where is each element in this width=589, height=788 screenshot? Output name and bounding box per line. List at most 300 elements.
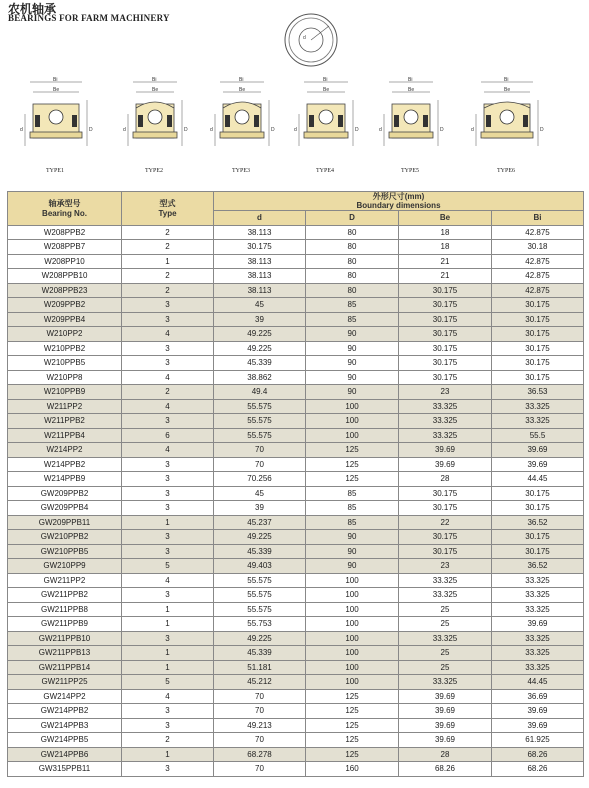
cell-Bi: 33.325 (492, 631, 584, 646)
cell-type: 3 (122, 588, 214, 603)
cell-Be: 30.175 (399, 530, 492, 545)
cell-bearing-no: GW214PPB6 (8, 747, 122, 762)
cell-D: 80 (306, 254, 399, 269)
cell-d: 45.212 (214, 675, 306, 690)
cell-d: 55.575 (214, 588, 306, 603)
cell-bearing-no: GW211PPB14 (8, 660, 122, 675)
d-label: d (123, 127, 126, 133)
cell-bearing-no: GW211PP25 (8, 675, 122, 690)
cell-D: 90 (306, 530, 399, 545)
col-header-dims-cn: 外形尺寸(mm) (372, 192, 425, 201)
be-label: Be (504, 87, 511, 93)
col-header-type-en: Type (158, 208, 177, 218)
cell-bearing-no: W214PPB2 (8, 457, 122, 472)
cell-D: 90 (306, 385, 399, 400)
cell-Be: 33.325 (399, 414, 492, 429)
cell-d: 51.181 (214, 660, 306, 675)
cell-D: 90 (306, 559, 399, 574)
table-row (8, 704, 584, 719)
cell-d: 45.237 (214, 515, 306, 530)
cell-bearing-no: W209PPB2 (8, 298, 122, 313)
be-label: Be (239, 87, 246, 93)
type-diagram-3 (201, 74, 281, 174)
cell-type: 3 (122, 704, 214, 719)
table-row (8, 428, 584, 443)
cell-bearing-no: W208PPB7 (8, 240, 122, 255)
table-row (8, 689, 584, 704)
right-seal (523, 115, 528, 127)
left-seal (394, 115, 399, 127)
cell-bearing-no: GW211PPB2 (8, 588, 122, 603)
cell-Bi: 33.325 (492, 660, 584, 675)
cell-D: 85 (306, 486, 399, 501)
table-row (8, 762, 584, 777)
cell-Bi: 33.325 (492, 414, 584, 429)
cell-bearing-no: W210PPB9 (8, 385, 122, 400)
type-diagram-4 (285, 74, 365, 174)
inner-ring-band (220, 132, 264, 138)
type-label-4: TYPE4 (316, 168, 334, 174)
cell-D: 100 (306, 660, 399, 675)
table-row (8, 747, 584, 762)
type-label-5: TYPE5 (401, 168, 419, 174)
cell-Be: 39.69 (399, 443, 492, 458)
inner-ring-band (389, 132, 433, 138)
right-seal (338, 115, 343, 127)
table-row (8, 327, 584, 342)
cell-d: 55.753 (214, 617, 306, 632)
cell-Be: 33.325 (399, 573, 492, 588)
cell-type: 1 (122, 646, 214, 661)
cell-d: 45.339 (214, 544, 306, 559)
cell-Be: 33.325 (399, 675, 492, 690)
cell-type: 3 (122, 486, 214, 501)
be-label: Be (152, 87, 159, 93)
cell-d: 70 (214, 704, 306, 719)
table-row (8, 298, 584, 313)
table-row (8, 341, 584, 356)
d-label: d (20, 127, 23, 133)
cell-d: 49.225 (214, 530, 306, 545)
cell-d: 49.213 (214, 718, 306, 733)
cell-D: 85 (306, 298, 399, 313)
cell-D: 85 (306, 501, 399, 516)
table-row (8, 225, 584, 240)
table-row (8, 414, 584, 429)
cell-D: 90 (306, 544, 399, 559)
cell-Bi: 30.175 (492, 327, 584, 342)
cell-type: 3 (122, 718, 214, 733)
cell-D: 125 (306, 443, 399, 458)
bi-label: Bi (323, 77, 328, 83)
cell-d: 38.862 (214, 370, 306, 385)
cell-D: 100 (306, 617, 399, 632)
cell-bearing-no: GW211PP2 (8, 573, 122, 588)
left-seal (138, 115, 143, 127)
cell-type: 3 (122, 457, 214, 472)
curved-outer-surface (484, 102, 530, 108)
cell-type: 4 (122, 443, 214, 458)
table-row (8, 472, 584, 487)
cell-Bi: 44.45 (492, 675, 584, 690)
cell-d: 55.575 (214, 428, 306, 443)
cell-Be: 33.325 (399, 428, 492, 443)
table-row (8, 457, 584, 472)
cell-Be: 28 (399, 747, 492, 762)
type5-cross-section (370, 74, 450, 164)
right-seal (423, 115, 428, 127)
D-label: D (355, 127, 359, 133)
cell-Bi: 36.53 (492, 385, 584, 400)
cell-D: 80 (306, 283, 399, 298)
cell-Be: 22 (399, 515, 492, 530)
cell-d: 49.225 (214, 327, 306, 342)
cell-type: 2 (122, 283, 214, 298)
bi-label: Bi (239, 77, 244, 83)
cell-type: 3 (122, 762, 214, 777)
cell-bearing-no: W210PPB5 (8, 356, 122, 371)
cell-Bi: 30.175 (492, 370, 584, 385)
type4-cross-section (285, 74, 365, 164)
cell-Bi: 33.325 (492, 573, 584, 588)
cell-Be: 30.175 (399, 356, 492, 371)
col-header-boundary-dimensions (214, 192, 584, 211)
table-row (8, 385, 584, 400)
cell-D: 85 (306, 312, 399, 327)
cell-Bi: 30.18 (492, 240, 584, 255)
curved-outer-surface (223, 102, 261, 108)
cell-D: 85 (306, 515, 399, 530)
cell-bearing-no: W210PPB2 (8, 341, 122, 356)
cell-Be: 25 (399, 660, 492, 675)
table-row (8, 283, 584, 298)
table-row (8, 544, 584, 559)
bi-label: Bi (504, 77, 509, 83)
D-label: D (89, 127, 93, 133)
cell-bearing-no: GW315PPB11 (8, 762, 122, 777)
cell-Bi: 30.175 (492, 341, 584, 356)
cell-type: 4 (122, 399, 214, 414)
table-row (8, 660, 584, 675)
cell-Bi: 30.175 (492, 312, 584, 327)
cell-d: 49.4 (214, 385, 306, 400)
cell-D: 125 (306, 457, 399, 472)
cell-Bi: 42.875 (492, 283, 584, 298)
type6-cross-section (466, 74, 546, 164)
cell-Bi: 36.52 (492, 559, 584, 574)
cell-Bi: 39.69 (492, 457, 584, 472)
cell-Bi: 61.925 (492, 733, 584, 748)
cell-Be: 21 (399, 269, 492, 284)
cell-d: 30.175 (214, 240, 306, 255)
type2-cross-section (114, 74, 194, 164)
bi-label: Bi (408, 77, 413, 83)
cell-d: 49.403 (214, 559, 306, 574)
cell-D: 160 (306, 762, 399, 777)
cell-Bi: 36.52 (492, 515, 584, 530)
table-row (8, 356, 584, 371)
cell-D: 100 (306, 675, 399, 690)
table-row (8, 486, 584, 501)
cell-Be: 23 (399, 559, 492, 574)
cell-bearing-no: GW214PP2 (8, 689, 122, 704)
table-row (8, 399, 584, 414)
left-seal (35, 115, 40, 127)
ball (148, 110, 162, 124)
right-seal (254, 115, 259, 127)
cell-bearing-no: W211PP2 (8, 399, 122, 414)
table-row (8, 515, 584, 530)
cell-Be: 30.175 (399, 283, 492, 298)
d-label: d (294, 127, 297, 133)
cell-Bi: 68.26 (492, 747, 584, 762)
D-label: D (271, 127, 275, 133)
col-header-dims-en: Boundary dimensions (356, 201, 441, 210)
col-header-type (122, 192, 214, 226)
cell-Be: 25 (399, 602, 492, 617)
cell-Be: 21 (399, 254, 492, 269)
cell-Bi: 39.69 (492, 704, 584, 719)
table-row (8, 559, 584, 574)
cell-Bi: 39.69 (492, 718, 584, 733)
table-row (8, 733, 584, 748)
cell-D: 100 (306, 414, 399, 429)
right-seal (72, 115, 77, 127)
ball (500, 110, 514, 124)
table-row (8, 501, 584, 516)
table-row (8, 617, 584, 632)
cell-type: 1 (122, 515, 214, 530)
cell-Bi: 55.5 (492, 428, 584, 443)
cell-D: 125 (306, 704, 399, 719)
cell-bearing-no: GW211PPB13 (8, 646, 122, 661)
cell-D: 80 (306, 225, 399, 240)
cell-type: 1 (122, 747, 214, 762)
cell-type: 3 (122, 341, 214, 356)
ball (49, 110, 63, 124)
table-body (8, 225, 584, 776)
inner-ring-band (133, 132, 177, 138)
be-label: Be (323, 87, 330, 93)
type-label-1: TYPE1 (46, 168, 64, 174)
D-label: D (540, 127, 544, 133)
cell-D: 125 (306, 472, 399, 487)
cell-Be: 30.175 (399, 486, 492, 501)
cell-type: 3 (122, 356, 214, 371)
inner-ring-band (304, 132, 348, 138)
cell-Bi: 30.175 (492, 501, 584, 516)
cell-Bi: 30.175 (492, 530, 584, 545)
cell-bearing-no: GW209PPB11 (8, 515, 122, 530)
cell-D: 80 (306, 240, 399, 255)
cell-D: 80 (306, 269, 399, 284)
cell-bearing-no: W208PPB23 (8, 283, 122, 298)
cell-type: 4 (122, 573, 214, 588)
table-row (8, 312, 584, 327)
table-row (8, 254, 584, 269)
cell-D: 125 (306, 689, 399, 704)
cell-bearing-no: GW209PPB2 (8, 486, 122, 501)
cell-Bi: 39.69 (492, 443, 584, 458)
cell-d: 38.113 (214, 269, 306, 284)
cell-bearing-no: W214PP2 (8, 443, 122, 458)
cell-d: 45.339 (214, 646, 306, 661)
cell-Be: 30.175 (399, 370, 492, 385)
bearing-spec-table (7, 191, 584, 777)
cell-D: 90 (306, 370, 399, 385)
col-header-bearing-no-cn: 轴承型号 (48, 198, 81, 208)
type-diagram-6 (466, 74, 546, 174)
cell-Bi: 39.69 (492, 617, 584, 632)
page-title-cn: 农机轴承 (8, 2, 57, 16)
cell-Be: 39.69 (399, 733, 492, 748)
cell-Bi: 42.875 (492, 225, 584, 240)
cell-type: 1 (122, 660, 214, 675)
cell-type: 1 (122, 602, 214, 617)
type-diagram-2 (114, 74, 194, 174)
page-title-en: BEARINGS FOR FARM MACHINERY (8, 13, 170, 23)
cell-type: 5 (122, 675, 214, 690)
cell-bearing-no: GW209PPB4 (8, 501, 122, 516)
cell-Be: 33.325 (399, 631, 492, 646)
table-row (8, 443, 584, 458)
cell-bearing-no: GW211PPB10 (8, 631, 122, 646)
d-label: d (379, 127, 382, 133)
cell-Be: 39.69 (399, 689, 492, 704)
cell-Bi: 42.875 (492, 269, 584, 284)
table-row (8, 588, 584, 603)
cell-type: 4 (122, 370, 214, 385)
cell-d: 38.113 (214, 254, 306, 269)
cell-Be: 39.69 (399, 457, 492, 472)
cell-d: 55.575 (214, 573, 306, 588)
cell-bearing-no: GW211PPB8 (8, 602, 122, 617)
left-seal (486, 115, 491, 127)
cell-bearing-no: W208PP10 (8, 254, 122, 269)
cell-Be: 30.175 (399, 327, 492, 342)
table-row (8, 530, 584, 545)
cell-Be: 18 (399, 240, 492, 255)
be-label: Be (53, 87, 60, 93)
cell-Be: 39.69 (399, 718, 492, 733)
ball (235, 110, 249, 124)
cell-d: 55.575 (214, 414, 306, 429)
cell-type: 3 (122, 472, 214, 487)
cell-D: 100 (306, 573, 399, 588)
cell-type: 3 (122, 312, 214, 327)
cell-type: 2 (122, 733, 214, 748)
bearing-type-diagrams (0, 74, 589, 174)
cell-Bi: 33.325 (492, 646, 584, 661)
cell-Bi: 33.325 (492, 399, 584, 414)
d-label: d (210, 127, 213, 133)
cell-type: 2 (122, 385, 214, 400)
type1-cross-section (15, 74, 95, 164)
cell-Be: 30.175 (399, 298, 492, 313)
inner-ring-band (481, 132, 533, 138)
cell-bearing-no: W214PPB9 (8, 472, 122, 487)
cell-type: 3 (122, 414, 214, 429)
cell-D: 90 (306, 341, 399, 356)
left-seal (225, 115, 230, 127)
cell-Be: 30.175 (399, 312, 492, 327)
cell-D: 90 (306, 356, 399, 371)
cell-type: 2 (122, 225, 214, 240)
cell-d: 70 (214, 457, 306, 472)
table-row (8, 240, 584, 255)
cell-Be: 28 (399, 472, 492, 487)
cell-D: 125 (306, 733, 399, 748)
cell-d: 55.575 (214, 399, 306, 414)
cell-type: 3 (122, 530, 214, 545)
table-row (8, 631, 584, 646)
bearing-front-view-diagram (283, 12, 339, 68)
cell-d: 38.113 (214, 225, 306, 240)
cell-type: 1 (122, 254, 214, 269)
cell-Be: 30.175 (399, 341, 492, 356)
cell-Bi: 30.175 (492, 356, 584, 371)
table-row (8, 269, 584, 284)
D-label: D (440, 127, 444, 133)
type-diagram-5 (370, 74, 450, 174)
cell-d: 70.256 (214, 472, 306, 487)
cell-D: 100 (306, 631, 399, 646)
cell-Bi: 30.175 (492, 298, 584, 313)
cell-bearing-no: GW210PPB2 (8, 530, 122, 545)
type-label-6: TYPE6 (497, 168, 515, 174)
cell-Be: 25 (399, 646, 492, 661)
cell-bearing-no: GW210PPB5 (8, 544, 122, 559)
table-row (8, 646, 584, 661)
inner-ring-band (30, 132, 82, 138)
cell-bearing-no: W209PPB4 (8, 312, 122, 327)
col-header-bearing-no (8, 192, 122, 226)
cell-type: 1 (122, 617, 214, 632)
cell-bearing-no: W208PPB10 (8, 269, 122, 284)
cell-D: 100 (306, 428, 399, 443)
cell-bearing-no: W210PP8 (8, 370, 122, 385)
cell-d: 38.113 (214, 283, 306, 298)
cell-bearing-no: GW214PPB5 (8, 733, 122, 748)
table-row (8, 718, 584, 733)
cell-D: 125 (306, 718, 399, 733)
cell-D: 100 (306, 602, 399, 617)
cell-d: 70 (214, 689, 306, 704)
table-row (8, 602, 584, 617)
cell-bearing-no: W211PPB4 (8, 428, 122, 443)
cell-bearing-no: W211PPB2 (8, 414, 122, 429)
cell-bearing-no: GW214PPB2 (8, 704, 122, 719)
col-header-Be: Be (399, 211, 492, 226)
cell-bearing-no: GW210PP9 (8, 559, 122, 574)
cell-type: 2 (122, 240, 214, 255)
curved-outer-surface (136, 102, 174, 108)
type3-cross-section (201, 74, 281, 164)
table-row (8, 573, 584, 588)
col-header-D: D (306, 211, 399, 226)
cell-d: 39 (214, 312, 306, 327)
col-header-bearing-no-en: Bearing No. (42, 208, 87, 218)
be-label: Be (408, 87, 415, 93)
cell-Bi: 44.45 (492, 472, 584, 487)
cell-type: 3 (122, 631, 214, 646)
cell-Be: 18 (399, 225, 492, 240)
cell-bearing-no: GW211PPB9 (8, 617, 122, 632)
cell-d: 49.225 (214, 341, 306, 356)
bi-label: Bi (53, 77, 58, 83)
cell-d: 70 (214, 443, 306, 458)
cell-Be: 68.26 (399, 762, 492, 777)
